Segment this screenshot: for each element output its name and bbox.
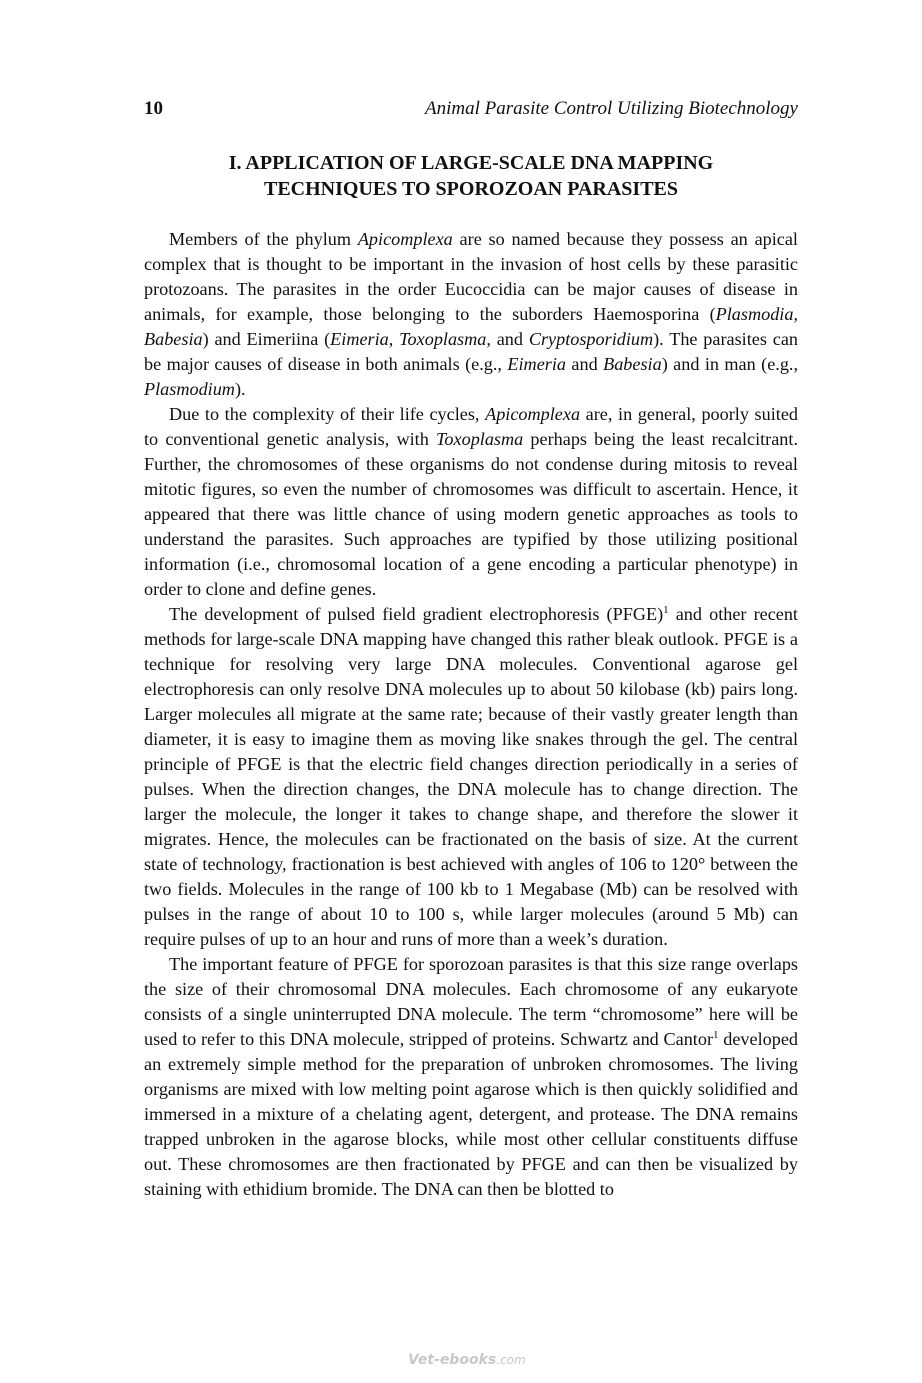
italic-term: Apicomplexa (485, 404, 581, 424)
body-text (144, 227, 798, 1202)
italic-term: Cryptosporidium (528, 329, 654, 349)
text-run: and (566, 354, 604, 374)
page-number: 10 (144, 98, 163, 119)
section-title-line-1: I. APPLICATION OF LARGE-SCALE DNA MAPPING (228, 152, 714, 174)
citation-ref: 1 (663, 603, 669, 616)
italic-term: Eimeria, Toxoplasma, (330, 329, 491, 349)
text-run: and other recent methods for large-scale DNA mapping have changed this rather bleak outlook. PFGE is a technique for resolving very large DNA molecules. Conventional agarose gel electrophoresis can only resolve DNA molecules up to about 50 kilobase (kb) pairs long. Larger molecules all migrate at the same rate; because of their vastly greater length than diameter, it is easy to imagine them as moving like snakes through the gel. The central principle of PFGE is that the electric field changes direction periodically in a series of pulses. When the direction changes, the DNA molecule has to change direction. The larger the molecule, the longer it takes to change shape, and therefore the slower it migrates. Hence, the molecules can be fractionated on the basis of size. At the current state of technology, fractionation is best achieved with angles of 106 to 120° between the two fields. Molecules in the range of 100 kb to 1 Megabase (Mb) can be resolved with pulses in the range of about 10 to 100 s, while larger molecules (around 5 Mb) can require pulses of up to an hour and runs of more than a week’s duration. (144, 604, 798, 949)
italic-term: Babesia (603, 354, 662, 374)
italic-term: Toxoplasma (435, 429, 524, 449)
text-run: Due to the complexity of their life cycles, (169, 404, 486, 424)
watermark-suffix: .com (496, 1353, 526, 1367)
italic-term: Eimeria (507, 354, 566, 374)
watermark-main: Vet-ebooks (408, 1352, 497, 1368)
text-run: are so named because they possess an apical complex that is thought to be important in the invasion of host cells by these parasitic protozoans. The parasites in the order Eucoccidia can be major causes of disease in animals, for example, those belonging to the suborders Haemosporina ( (144, 229, 798, 324)
text-run: ). (234, 379, 246, 399)
paragraph-3 (144, 602, 798, 952)
paragraph-2 (144, 402, 798, 602)
citation-ref: 1 (713, 1028, 719, 1041)
italic-term: Apicomplexa (357, 229, 453, 249)
section-title-line-2: TECHNIQUES TO SPOROZOAN PARASITES (264, 178, 678, 200)
text-run: ) and in man (e.g., (661, 354, 799, 374)
text-run: The important feature of PFGE for sporozoan parasites is that this size range overlaps the size of their chromosomal DNA molecules. Each chromosome of any eukaryote consists of a single uninterrupted DNA molecule. The term “chromosome” here will be used to refer to this DNA molecule, stripped of proteins. Schwartz and Cantor (144, 954, 798, 1049)
text-run: ). The parasites can be major causes of disease in both animals (e.g., (144, 329, 798, 374)
text-run: and (490, 329, 529, 349)
text-run: developed an extremely simple method for the preparation of unbroken chromosomes. The living organisms are mixed with low melting point agarose which is then quickly solidified and immersed in a mixture of a chelating agent, detergent, and protease. The DNA remains trapped unbroken in the agarose blocks, while most other cellular constituents diffuse out. These chromosomes are then fractionated by PFGE and can then be visualized by staining with ethidium bromide. The DNA can then be blotted to (144, 1029, 798, 1199)
text-run: are, in general, poorly suited to conventional genetic analysis, with (144, 404, 798, 449)
watermark (408, 1352, 526, 1368)
text-run: Members of the phylum (169, 229, 358, 249)
text-run: The development of pulsed field gradient electrophoresis (PFGE) (169, 604, 664, 624)
section-title (144, 150, 798, 202)
text-run: ) and Eimeriina ( (202, 329, 331, 349)
text-run: perhaps being the least recalcitrant. Further, the chromosomes of these organisms do not condense during mitosis to reveal mitotic figures, so even the number of chromosomes was difficult to ascertain. Hence, it appeared that there was little chance of using modern genetic approaches as tools to understand the parasites. Such approaches are typified by those utilizing positional information (i.e., chromosomal location of a gene encoding a particular phenotype) in order to clone and define genes. (144, 429, 798, 599)
italic-term: Plasmodia, Babesia (144, 304, 798, 349)
paragraph-4 (144, 952, 798, 1202)
italic-term: Plasmodium (144, 379, 235, 399)
running-head: Animal Parasite Control Utilizing Biotechnology (425, 98, 798, 119)
paragraph-1 (144, 227, 798, 402)
